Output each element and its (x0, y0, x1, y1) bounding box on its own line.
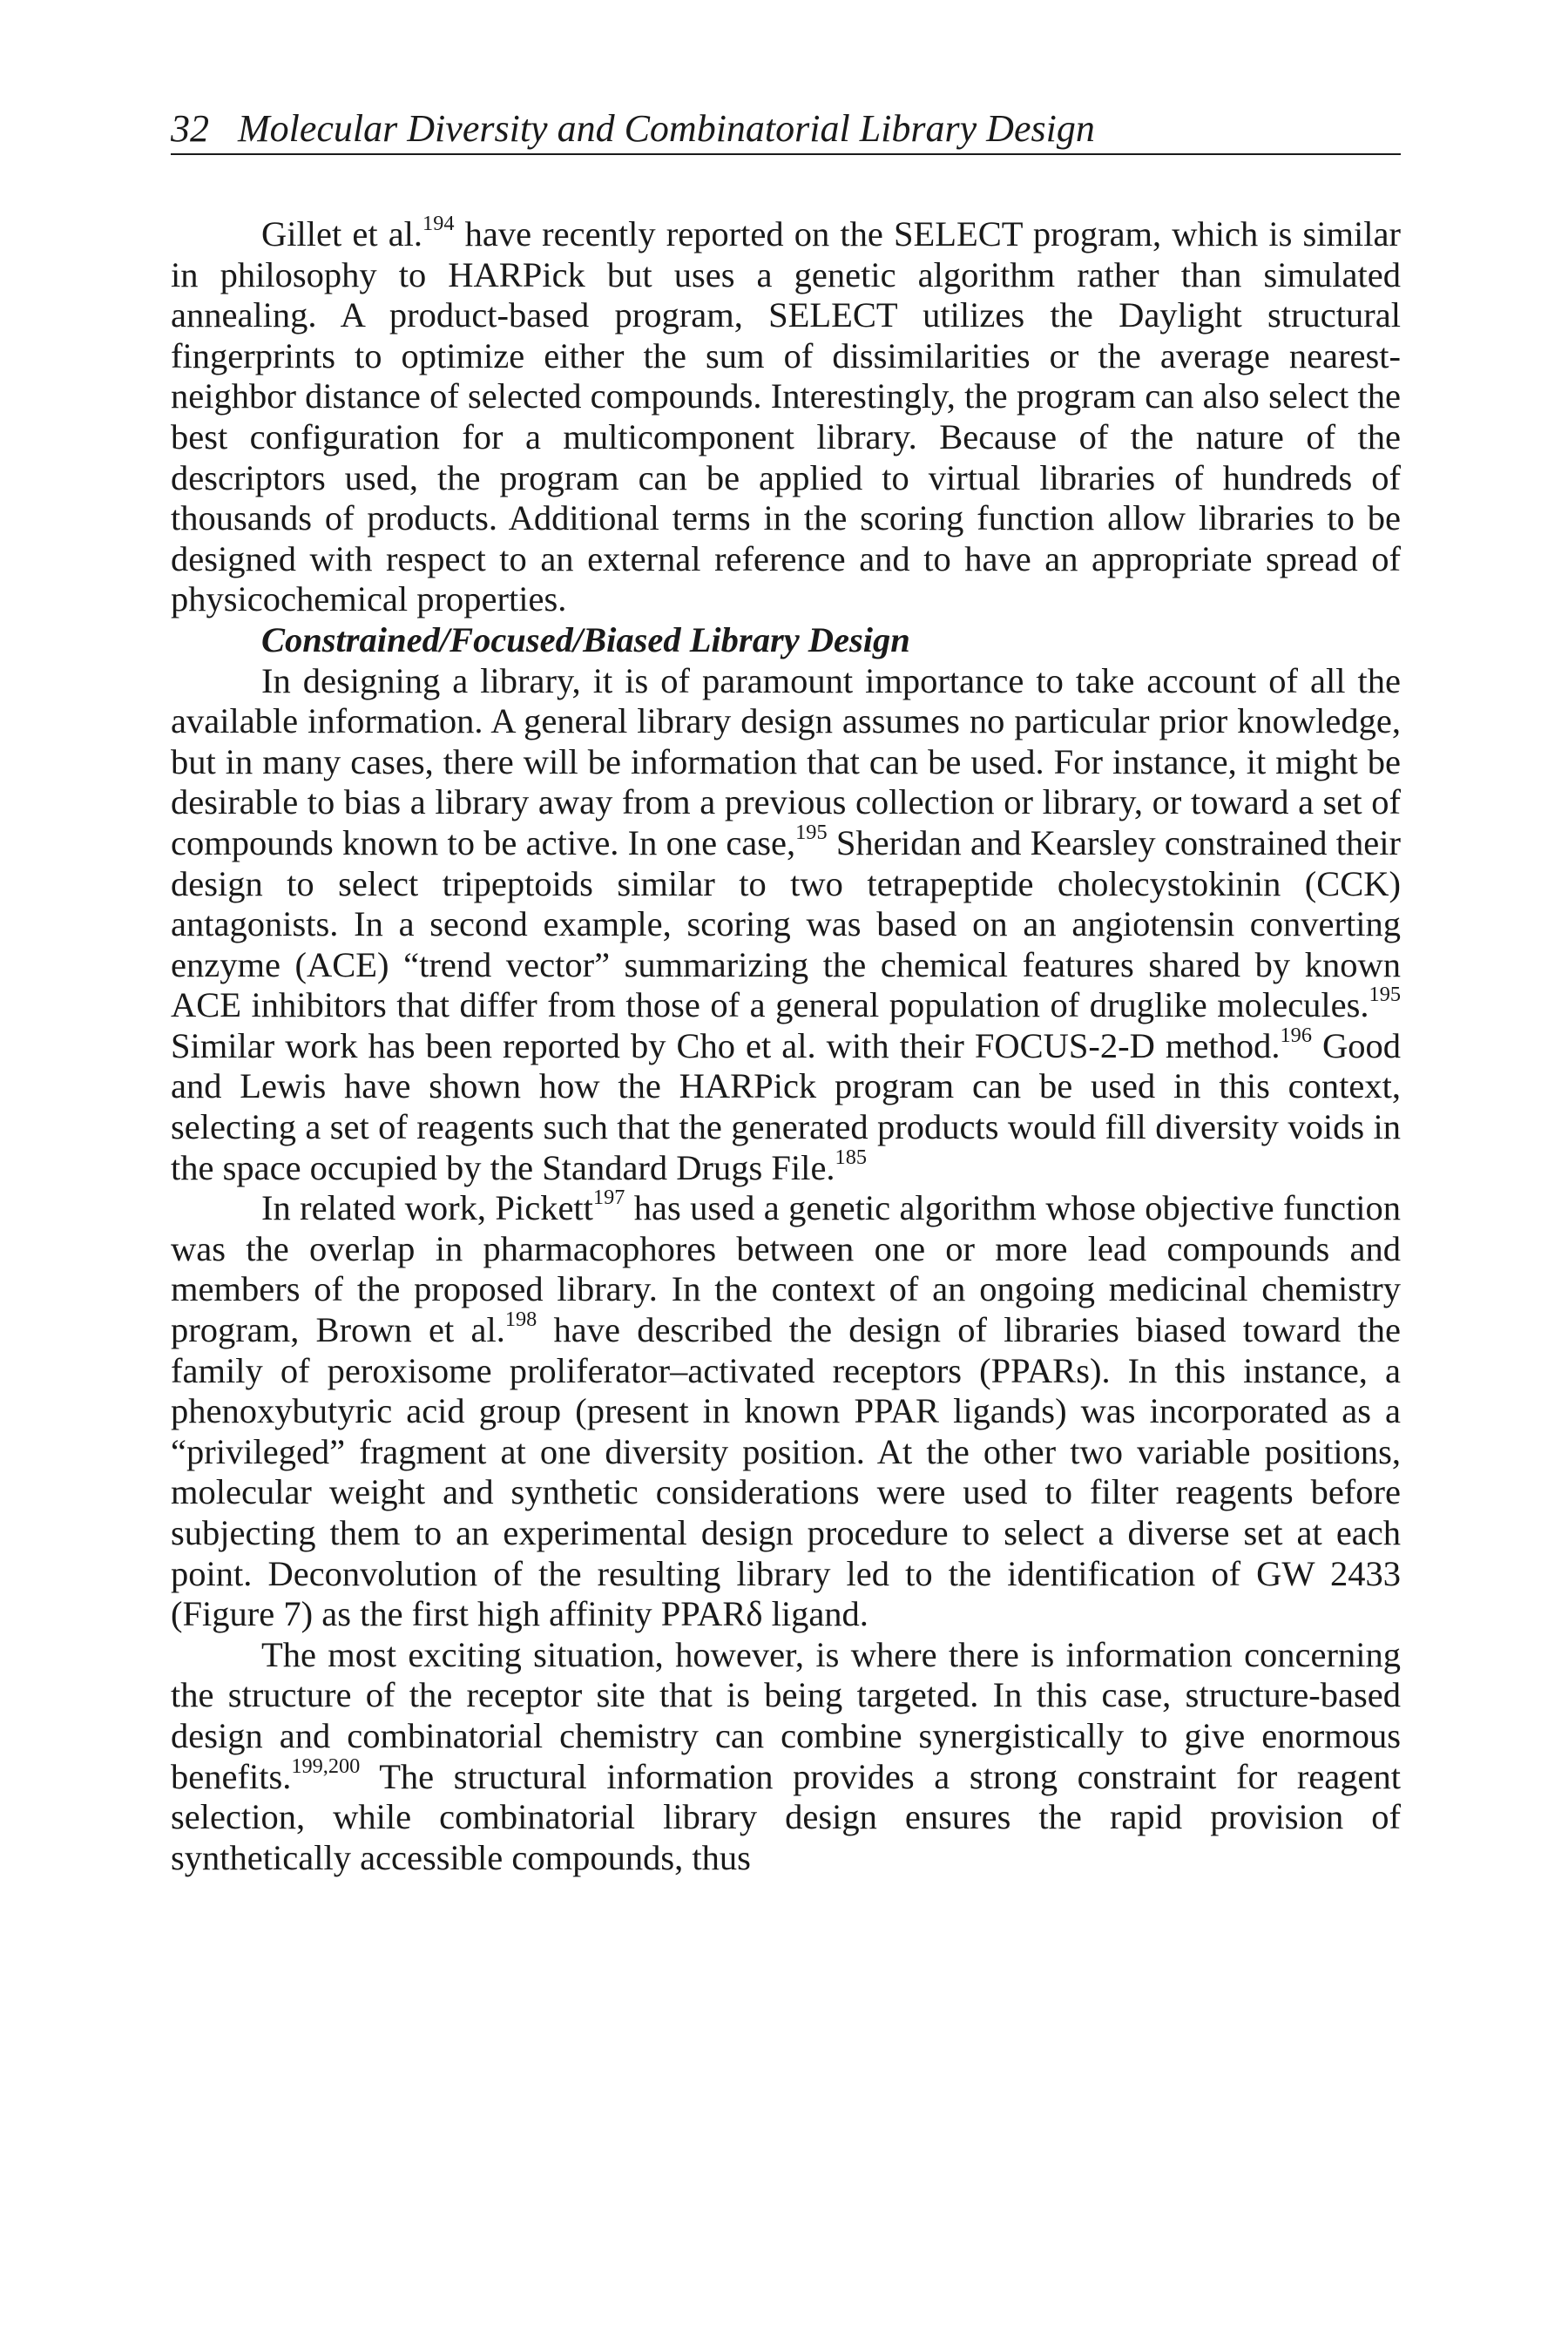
paragraph-related-work: In related work, Pickett$^{197}$ has used a genetic algorithm whose objective function was the overlap in pharmacophores between one or more lead compounds and members of the proposed library. In the context of an ongoing medicinal chemistry program, Brown et al.$^{198}$ have described the design of libraries biased toward the family of peroxisome proliferator–activated receptors (PPARs). In this instance, a phenoxybutyric acid group (present in known PPAR ligands) was incorporated as a “privileged” fragment at one diversity position. At the other two variable positions, molecular weight and synthetic considerations were used to filter reagents before subjecting them to an experimental design procedure to select a diverse set at each point. Deconvolution of the resulting library led to the identification of GW 2433 (Figure 7) as the first high affinity PPARδ ligand. (171, 1186, 1402, 1634)
page-number: 32 (171, 107, 209, 150)
section-heading: Constrained/Focused/Biased Library Design (261, 619, 910, 659)
header-rule (171, 153, 1401, 155)
citation-ref: 198 (504, 1307, 537, 1331)
paragraph-structure-based: The most exciting situation, however, is where there is information concerning the structure of the receptor site that is being targeted. In this case, structure-based design and combinatorial chemistry can combine synergistically to give enormous benefits.$^{199,200}$ The structural information provides a strong constraint for reagent selection, while combinatorial library design ensures the rapid provision of synthetically accessible compounds, thus (171, 1634, 1401, 1877)
running-title: Molecular Diversity and Combinatorial Library Design (238, 107, 1095, 150)
citation-ref: 196 (1280, 1023, 1312, 1047)
citation-ref: 195 (795, 820, 828, 844)
paragraph-select-program: Gillet et al.$^{194}$ have recently reported on the SELECT program, which is similar in philosophy to HARPick but uses a genetic algorithm rather than simulated annealing. A product-based program, SELECT utilizes the Daylight structural fingerprints to optimize either the sum of dissimilarities or the average nearest-neighbor distance of selected compounds. Interestingly, the program can also select the best configuration for a multicomponent library. Because of the nature of the descriptors used, the program can be applied to virtual libraries of hundreds of thousands of products. Additional terms in the scoring function allow libraries to be designed with respect to an external reference and to have an appropriate spread of physicochemical properties. (171, 211, 1401, 619)
citation-ref: 197 (592, 1186, 625, 1210)
citation-ref: 194 (422, 211, 455, 235)
citation-ref: 199,200 (291, 1754, 361, 1778)
body-text (171, 211, 1402, 1878)
citation-ref: 195 (1369, 983, 1401, 1007)
running-head (171, 103, 1401, 155)
paragraph-library-design: In designing a library, it is of paramount importance to take account of all the available information. A general library design assumes no particular prior knowledge, but in many cases, there will be information that can be used. For instance, it might be desirable to bias a library away from a previous collection or library, or toward a set of compounds known to be active. In one case,$^{195}$ Sheridan and Kearsley constrained their design to select tripeptoids similar to two tetrapeptide cholecystokinin (CCK) antagonists. In a second example, scoring was based on an angiotensin converting enzyme (ACE) “trend vector” summarizing the chemical features shared by known ACE inhibitors that differ from those of a general population of druglike molecules.$^{195}$ Similar work has been reported by Cho et al. with their FOCUS-2-D method.$^{196}$ Good and Lewis have shown how the HARPick program can be used in this context, selecting a set of reagents such that the generated products would fill diversity voids in the space occupied by the Standard Drugs File.$^{185}$ (171, 660, 1402, 1187)
citation-ref: 185 (835, 1145, 867, 1169)
